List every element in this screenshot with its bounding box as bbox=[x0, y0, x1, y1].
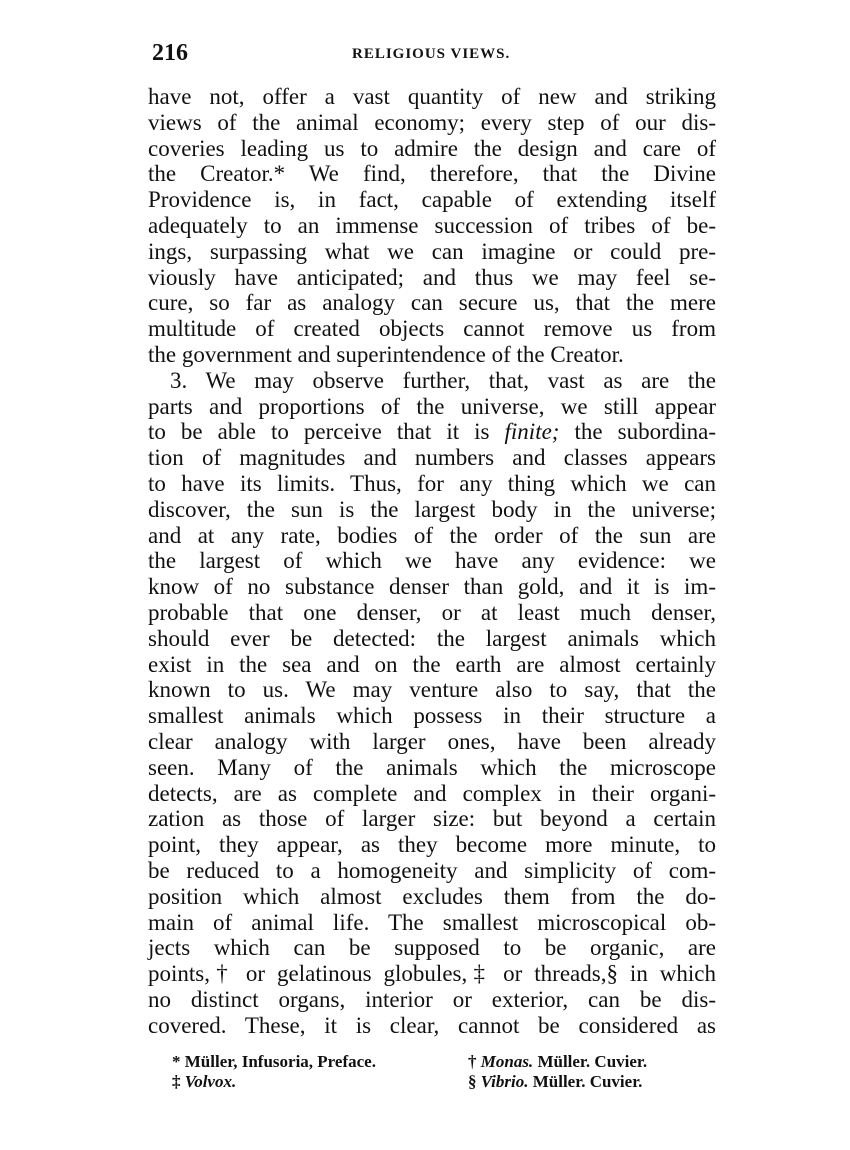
text-line: viously have anticipated; and thus we may feel se- bbox=[148, 264, 716, 290]
text-line: no distinct organs, interior or exterior, can be dis- bbox=[148, 986, 716, 1012]
page-header bbox=[152, 40, 724, 70]
text-line: ings, surpassing what we can imagine or could pre- bbox=[148, 238, 716, 264]
footnote-text: Müller. Cuvier. bbox=[533, 1052, 648, 1071]
footnote-row bbox=[172, 1052, 712, 1072]
text-line: jects which can be supposed to be organic, are bbox=[148, 935, 716, 961]
text-line: position which almost excludes them from the do- bbox=[148, 883, 716, 909]
text-line: probable that one denser, or at least much denser, bbox=[148, 599, 716, 625]
footnote-mark: § bbox=[468, 1072, 481, 1091]
text-line: Providence is, in fact, capable of extending itself bbox=[148, 187, 716, 213]
text-line: smallest animals which possess in their structure a bbox=[148, 703, 716, 729]
text-line: the government and superintendence of the Creator. bbox=[148, 341, 624, 367]
text-line: points,† or gelatinous globules,‡ or threads,§ in which bbox=[148, 961, 716, 987]
footnote-dagger bbox=[468, 1052, 647, 1072]
text-line: covered. These, it is clear, cannot be considered as bbox=[148, 1012, 716, 1038]
text-line: 3. We may observe further, that, vast as are the bbox=[170, 367, 716, 393]
footnote-mark: ‡ bbox=[172, 1072, 185, 1091]
text-line: known to us. We may venture also to say, that the bbox=[148, 677, 716, 703]
text-line: detects, are as complete and complex in their organi- bbox=[148, 780, 716, 806]
text-line: exist in the sea and on the earth are almost certainly bbox=[148, 651, 716, 677]
text-line: know of no substance denser than gold, and it is im- bbox=[148, 574, 716, 600]
text-line: have not, offer a vast quantity of new and striking bbox=[148, 84, 716, 109]
footnote-double-dagger bbox=[172, 1072, 468, 1092]
page-number: 216 bbox=[152, 40, 188, 66]
text-line: should ever be detected: the largest animals which bbox=[148, 625, 716, 651]
text-line: multitude of created objects cannot remove us from bbox=[148, 316, 716, 342]
text-line: be reduced to a homogeneity and simplicity of com- bbox=[148, 857, 716, 883]
text-line: clear analogy with larger ones, have been already bbox=[148, 728, 716, 754]
text-line-with-emphasis bbox=[148, 419, 716, 445]
footnote-section bbox=[468, 1072, 642, 1092]
text-line: adequately to an immense succession of tribes of be- bbox=[148, 212, 716, 238]
text-segment: to be able to perceive that it is bbox=[148, 419, 505, 445]
text-segment: the subordina- bbox=[559, 419, 716, 445]
footnote-italic: Volvox. bbox=[184, 1072, 237, 1091]
footnote-mark: † bbox=[468, 1052, 481, 1071]
body-text bbox=[148, 84, 716, 1038]
text-line: to have its limits. Thus, for any thing which we can bbox=[148, 470, 716, 496]
text-line: cure, so far as analogy can secure us, that the mere bbox=[148, 290, 716, 316]
text-line: main of animal life. The smallest microscopical ob- bbox=[148, 909, 716, 935]
footnote-row bbox=[172, 1072, 712, 1092]
text-line: tion of magnitudes and numbers and classes appears bbox=[148, 445, 716, 471]
text-line: views of the animal economy; every step of our dis- bbox=[148, 109, 716, 135]
footnotes bbox=[172, 1052, 712, 1092]
emphasis-finite: finite; bbox=[504, 419, 560, 445]
text-line: seen. Many of the animals which the microscope bbox=[148, 754, 716, 780]
text-line: discover, the sun is the largest body in the universe; bbox=[148, 496, 716, 522]
footnote-italic: Vibrio. bbox=[480, 1072, 529, 1091]
text-line: zation as those of larger size: but beyond a certain bbox=[148, 806, 716, 832]
text-line: the Creator.* We find, therefore, that the Divine bbox=[148, 161, 716, 187]
text-line: and at any rate, bodies of the order of the sun are bbox=[148, 522, 716, 548]
text-line: coveries leading us to admire the design and care of bbox=[148, 135, 716, 161]
footnote-asterisk: * Müller, Infusoria, Preface. bbox=[172, 1052, 376, 1071]
text-line: the largest of which we have any evidence: we bbox=[148, 548, 716, 574]
running-head: RELIGIOUS VIEWS. bbox=[352, 46, 511, 62]
text-line: point, they appear, as they become more minute, to bbox=[148, 832, 716, 858]
footnote-text: Müller. Cuvier. bbox=[528, 1072, 643, 1091]
footnote-italic: Monas. bbox=[480, 1052, 534, 1071]
text-line: parts and proportions of the universe, we still appear bbox=[148, 393, 716, 419]
